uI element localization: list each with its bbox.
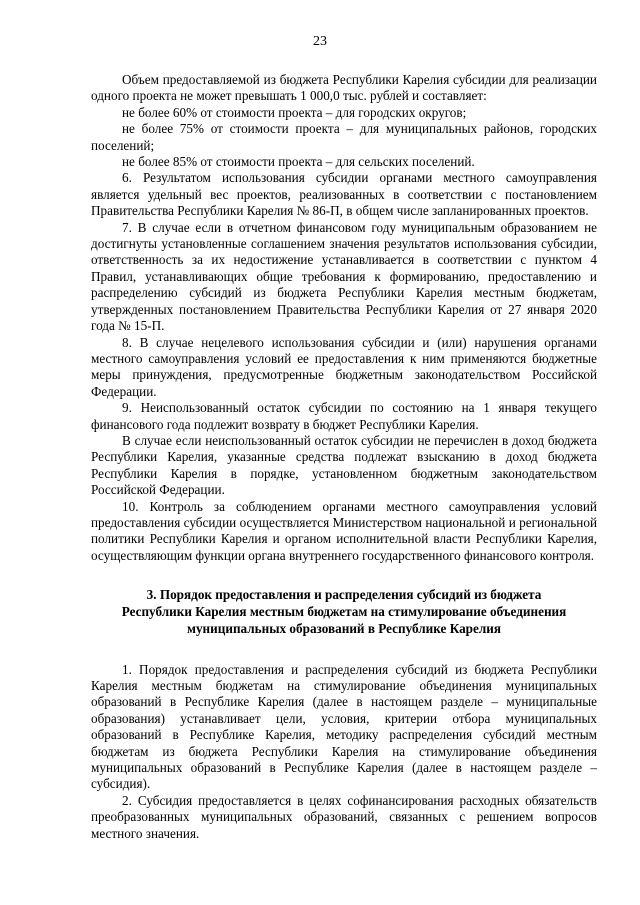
paragraph: не более 60% от стоимости проекта – для городских округов; [122,104,467,120]
paragraph: не более 85% от стоимости проекта – для сельских поселений. [122,154,475,170]
paragraph: 8. В случае нецелевого использования субсидии и (или) нарушения органами местного самоуправления условий ее предоставления к ним применяются бюджетные меры принуждения, предусмотренные бюджетным законодательством Российской Федерации. [91,334,597,399]
paragraph: Объем предоставляемой из бюджета Республики Карелия субсидии для реализации одного проекта не может превышать 1 000,0 тыс. рублей и составляет: [91,72,597,104]
paragraph: В случае если неиспользованный остаток субсидии не перечислен в доход бюджета Республики Карелия, указанные средства подлежат взысканию в доход бюджета Республики Карелия в порядке, установленном бюджетным законодательством Российской Федерации. [91,432,597,498]
paragraph: не более 75% от стоимости проекта – для муниципальных районов, городских поселений; [91,121,597,153]
paragraph: 6. Результатом использования субсидии органами местного самоуправления является удельный вес проектов, реализованных в соответствии с постановлением Правительства Республики Карелия № 86-П, в общем числе запланированных проектов. [91,170,597,219]
paragraph: 10. Контроль за соблюдением органами местного самоуправления условий предоставления субсидии осуществляется Министерством национальной и региональной политики Республики Карелия и органом исполнительной власти Республики Карелия, осуществляющим функции органа внутреннего государственного финансового контроля. [91,498,597,563]
section-title-line: муниципальных образований в Республике Карелия [186,620,501,636]
section-title-line: Республики Карелия местным бюджетам на стимулирование объединения [121,603,567,619]
paragraph: 7. В случае если в отчетном финансовом году муниципальным образованием не достигнуты установленные соглашением значения результатов использования субсидии, ответственность за их недостижение устанавливается в соответствии с пунктом 4 Правил, устанавливающих общие требования к формированию, предоставлению и распределению субсидий из бюджета Республики Карелия местным бюджетам, утвержденных постановлением Правительства Республики Карелия от 27 января 2020 года № 15-П. [91,219,597,334]
document-body [91,72,597,842]
page-number: 23 [313,34,327,49]
section-title [91,587,597,637]
paragraph: 2. Субсидия предоставляется в целях софинансирования расходных обязательств преобразованных муниципальных образований, связанных с решением вопросов местного значения. [91,792,597,841]
paragraph: 1. Порядок предоставления и распределения субсидий из бюджета Республики Карелия местным бюджетам на стимулирование объединения муниципальных образований в Республике Карелия (далее в настоящем разделе – муниципальные образования) устанавливает цели, условия, критерии отбора муниципальных образований в Республике Карелия, методику распределения субсидий местным бюджетам из бюджета Республики Карелия на стимулирование объединения муниципальных образований в Республике Карелия (далее в настоящем разделе – субсидия). [91,661,597,792]
paragraph: 9. Неиспользованный остаток субсидии по состоянию на 1 января текущего финансового года подлежит возврату в бюджет Республики Карелия. [91,400,597,432]
section-title-line: 3. Порядок предоставления и распределения субсидий из бюджета [146,587,542,603]
